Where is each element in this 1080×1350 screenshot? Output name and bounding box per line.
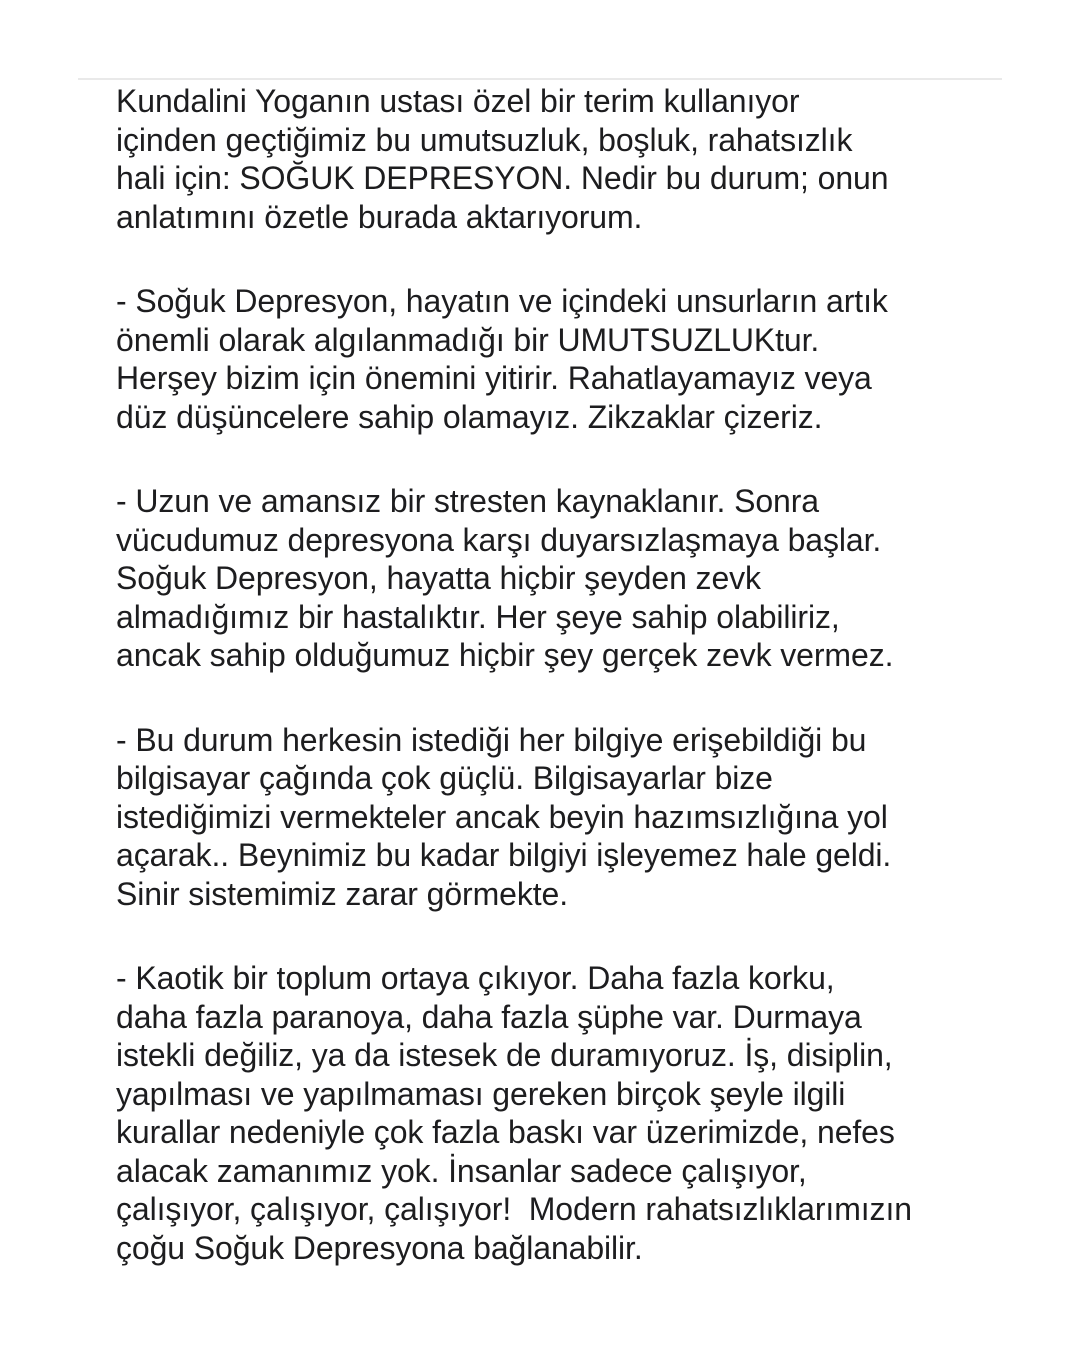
paragraph-bullet-2 <box>116 482 976 675</box>
text-line: önemli olarak algılanmadığı bir UMUTSUZLUKtur. <box>116 321 820 358</box>
text-line: alacak zamanımız yok. İnsanlar sadece çalışıyor, <box>116 1152 807 1189</box>
text-line: Kundalini Yoganın ustası özel bir terim kullanıyor <box>116 83 800 119</box>
text-line: bilgisayar çağında çok güçlü. Bilgisayarlar bize <box>116 760 773 796</box>
text-line: Sinir sistemimiz zarar görmekte. <box>116 875 569 912</box>
text-line: düz düşüncelere sahip olamayız. Zikzaklar çizeriz. <box>116 398 823 435</box>
text-line: çoğu Soğuk Depresyona bağlanabilir. <box>116 1229 643 1266</box>
text-line: istediğimizi vermekteler ancak beyin hazımsızlığına yol <box>116 798 888 835</box>
text-line: daha fazla paranoya, daha fazla şüphe var. Durmaya <box>116 998 862 1035</box>
text-line: kurallar nedeniyle çok fazla baskı var üzerimizde, nefes <box>116 1114 895 1150</box>
text-line: içinden geçtiğimiz bu umutsuzluk, boşluk, rahatsızlık <box>116 121 853 158</box>
paragraph-bullet-3 <box>116 721 976 914</box>
text-line: - Uzun ve amansız bir stresten kaynaklanır. Sonra <box>116 483 819 519</box>
text-line: yapılması ve yapılmaması gereken birçok şeyle ilgili <box>116 1075 846 1112</box>
text-line: - Bu durum herkesin istediği her bilgiye erişebildiği bu <box>116 721 867 758</box>
text-line: Herşey bizim için önemini yitirir. Rahatlayamayız veya <box>116 360 872 396</box>
text-line: vücudumuz depresyona karşı duyarsızlaşmaya başlar. <box>116 521 882 558</box>
paragraph-bullet-1 <box>116 282 976 436</box>
paragraph-intro <box>116 82 976 236</box>
text-line: çalışıyor, çalışıyor, çalışıyor! Modern rahatsızlıklarımızın <box>116 1191 912 1227</box>
top-divider <box>78 78 1002 80</box>
text-line: hali için: SOĞUK DEPRESYON. Nedir bu durum; onun <box>116 160 889 196</box>
text-line: almadığımız bir hastalıktır. Her şeye sahip olabiliriz, <box>116 598 840 635</box>
text-line: ancak sahip olduğumuz hiçbir şey gerçek zevk vermez. <box>116 637 894 673</box>
paragraph-bullet-4 <box>116 959 976 1267</box>
text-line: Soğuk Depresyon, hayatta hiçbir şeyden zevk <box>116 560 761 596</box>
text-line: - Kaotik bir toplum ortaya çıkıyor. Daha fazla korku, <box>116 960 835 996</box>
text-line: - Soğuk Depresyon, hayatın ve içindeki unsurların artık <box>116 283 888 319</box>
text-line: anlatımını özetle burada aktarıyorum. <box>116 198 643 235</box>
text-line: istekli değiliz, ya da istesek de duramıyoruz. İş, disiplin, <box>116 1037 893 1073</box>
text-line: açarak.. Beynimiz bu kadar bilgiyi işleyemez hale geldi. <box>116 837 892 873</box>
post-text-body <box>116 82 976 1267</box>
